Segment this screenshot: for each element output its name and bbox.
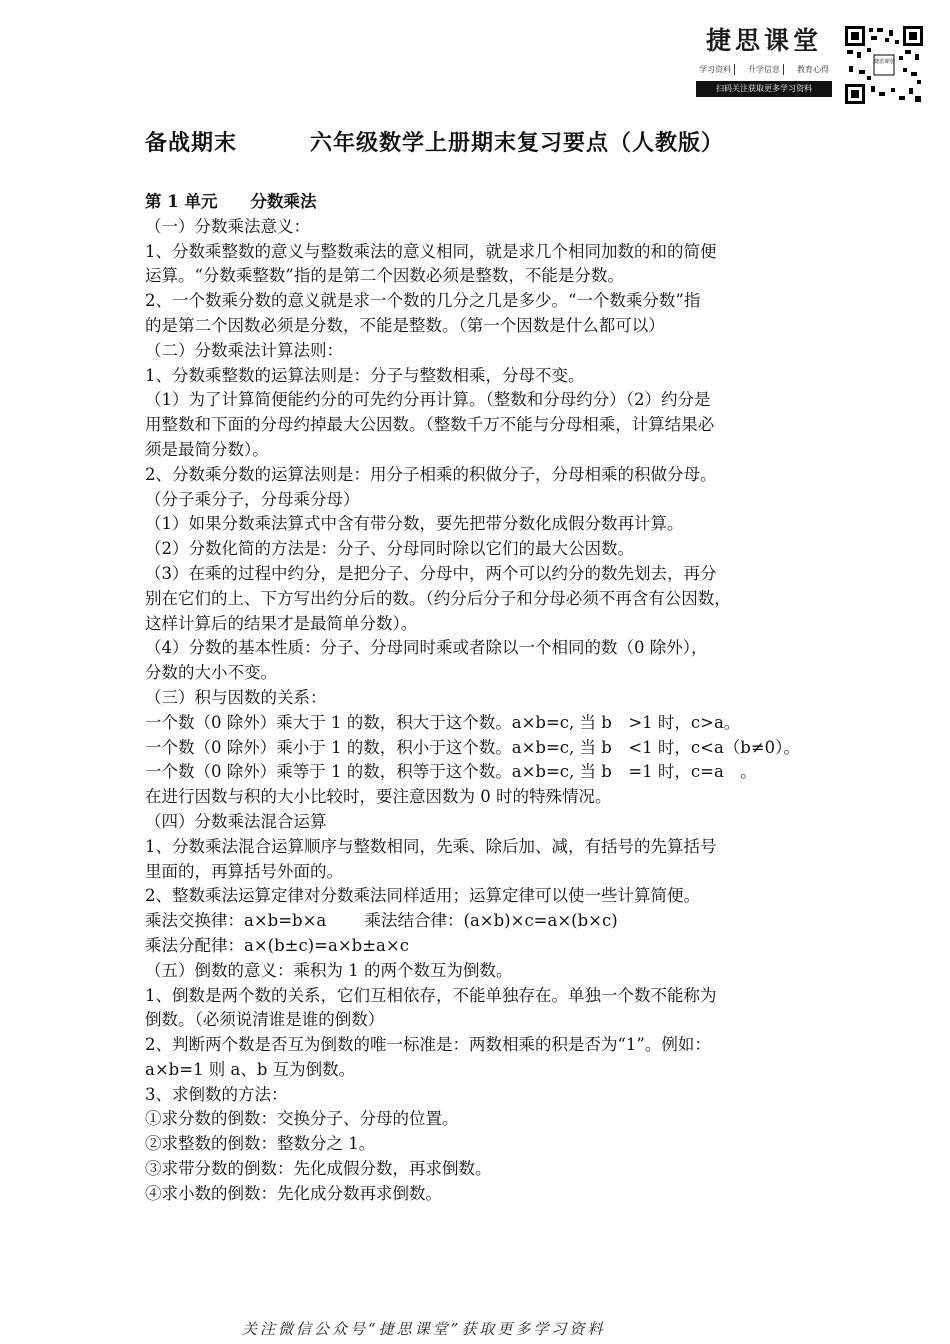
text-line: 1、分数乘整数的意义与整数乘法的意义相同，就是求几个相同加数的和的简便 (145, 241, 717, 261)
text-line: 1、分数乘法混合运算顺序与整数相同，先乘、除后加、减，有括号的先算括号 (145, 836, 717, 856)
text-line: （二）分数乘法计算法则： (145, 340, 343, 360)
text-line: 的是第二个因数必须是分数，不能是整数。（第一个因数是什么都可以） (145, 315, 665, 335)
brand-bar: 扫码关注获取更多学习资料 (696, 81, 832, 97)
text-line: （2）分数化简的方法是：分子、分母同时除以它们的最大公因数。 (145, 539, 634, 559)
text-line: 3、求倒数的方法： (145, 1084, 288, 1104)
title-main: 六年级数学上册期末复习要点（人教版） (310, 130, 725, 156)
text-line: 2、整数乘法运算定律对分数乘法同样适用；运算定律可以使一些计算简便。 (145, 886, 700, 906)
text-line: 1、分数乘整数的运算法则是：分子与整数相乘，分母不变。 (145, 365, 585, 385)
text-line: （1）为了计算简便能约分的可先约分再计算。（整数和分母约分）（2）约分是 (145, 390, 711, 410)
text-line: （分子乘分子，分母乘分母） (145, 489, 360, 509)
brand-logo: 捷思课堂 (705, 26, 822, 55)
text-line: （4）分数的基本性质：分子、分母同时乘或者除以一个相同的数（0 除外）， (145, 638, 708, 658)
text-line: 里面的，再算括号外面的。 (145, 861, 343, 881)
unit-heading: 第 1 单元 分数乘法 (145, 192, 317, 211)
text-line: （1）如果分数乘法算式中含有带分数，要先把带分数化成假分数再计算。 (145, 514, 684, 534)
qr-code[interactable] (845, 26, 923, 104)
brand-tags (696, 64, 832, 75)
brand-block (696, 24, 832, 97)
qr-caption: 捷思课堂 (873, 59, 895, 65)
text-line: 运算。“分数乘整数”指的是第二个因数必须是整数，不能是分数。 (145, 266, 624, 286)
text-line: ①求分数的倒数：交换分子、分母的位置。 (145, 1109, 459, 1129)
text-line: 分数的大小不变。 (145, 663, 277, 683)
text-line: a×b=1 则 a、b 互为倒数。 (145, 1059, 356, 1079)
text-line: 这样计算后的结果才是最简单分数）。 (145, 613, 418, 633)
text-line: 乘法分配律：a×(b±c)=a×b±a×c (145, 935, 409, 955)
title-prefix: 备战期末 (145, 130, 238, 156)
text-line: 在进行因数与积的大小比较时，要注意因数为 0 时的特殊情况。 (145, 787, 612, 807)
text-line: （三）积与因数的关系： (145, 687, 327, 707)
text-line: 一个数（0 除外）乘小于 1 的数，积小于这个数。a×b=c, 当 b <1 时，c<a（b≠0）。 (145, 737, 800, 757)
text-line: 1、倒数是两个数的关系，它们互相依存，不能单独存在。单独一个数不能称为 (145, 985, 717, 1005)
text-line: ③求带分数的倒数：先化成假分数，再求倒数。 (145, 1159, 492, 1179)
document-body (145, 190, 810, 1207)
text-line: 2、一个数乘分数的意义就是求一个数的几分之几是多少。“一个数乘分数”指 (145, 291, 701, 311)
text-line: 一个数（0 除外）乘等于 1 的数，积等于这个数。a×b=c, 当 b =1 时，c=a 。 (145, 762, 757, 782)
text-line: 倒数。（必须说清谁是谁的倒数） (145, 1010, 385, 1030)
text-line: 2、判断两个数是否互为倒数的唯一标准是：两数相乘的积是否为“1”。例如： (145, 1035, 711, 1055)
text-line: 2、分数乘分数的运算法则是：用分子相乘的积做分子，分母相乘的积做分母。 (145, 464, 717, 484)
text-line: （3）在乘的过程中约分，是把分子、分母中，两个可以约分的数先划去，再分 (145, 563, 717, 583)
text-line: 用整数和下面的分母约掉最大公因数。（整数千万不能与分母相乘，计算结果必 (145, 415, 715, 435)
footer-note: 关注微信公众号“捷思课堂”获取更多学习资料 (242, 1320, 606, 1338)
text-line: ②求整数的倒数：整数分之 1。 (145, 1134, 376, 1154)
text-line: （五）倒数的意义：乘积为 1 的两个数互为倒数。 (145, 960, 513, 980)
text-line: ④求小数的倒数：先化成分数再求倒数。 (145, 1183, 442, 1203)
text-line: （四）分数乘法混合运算 (145, 811, 327, 831)
text-line: 须是最简分数）。 (145, 439, 269, 459)
text-line: （一）分数乘法意义： (145, 216, 310, 236)
brand-tag: 升学信息 (745, 64, 784, 75)
text-line: 乘法交换律：a×b=b×a 乘法结合律：(a×b)×c=a×(b×c) (145, 911, 618, 931)
brand-tag: 教育心得 (797, 65, 829, 74)
brand-tag: 学习资料 (696, 64, 735, 75)
text-line: 别在它们的上、下方写出约分后的数。（约分后分子和分母必须不再含有公因数， (145, 588, 731, 608)
text-line: 一个数（0 除外）乘大于 1 的数，积大于这个数。a×b=c, 当 b >1 时，c>a。 (145, 712, 741, 732)
